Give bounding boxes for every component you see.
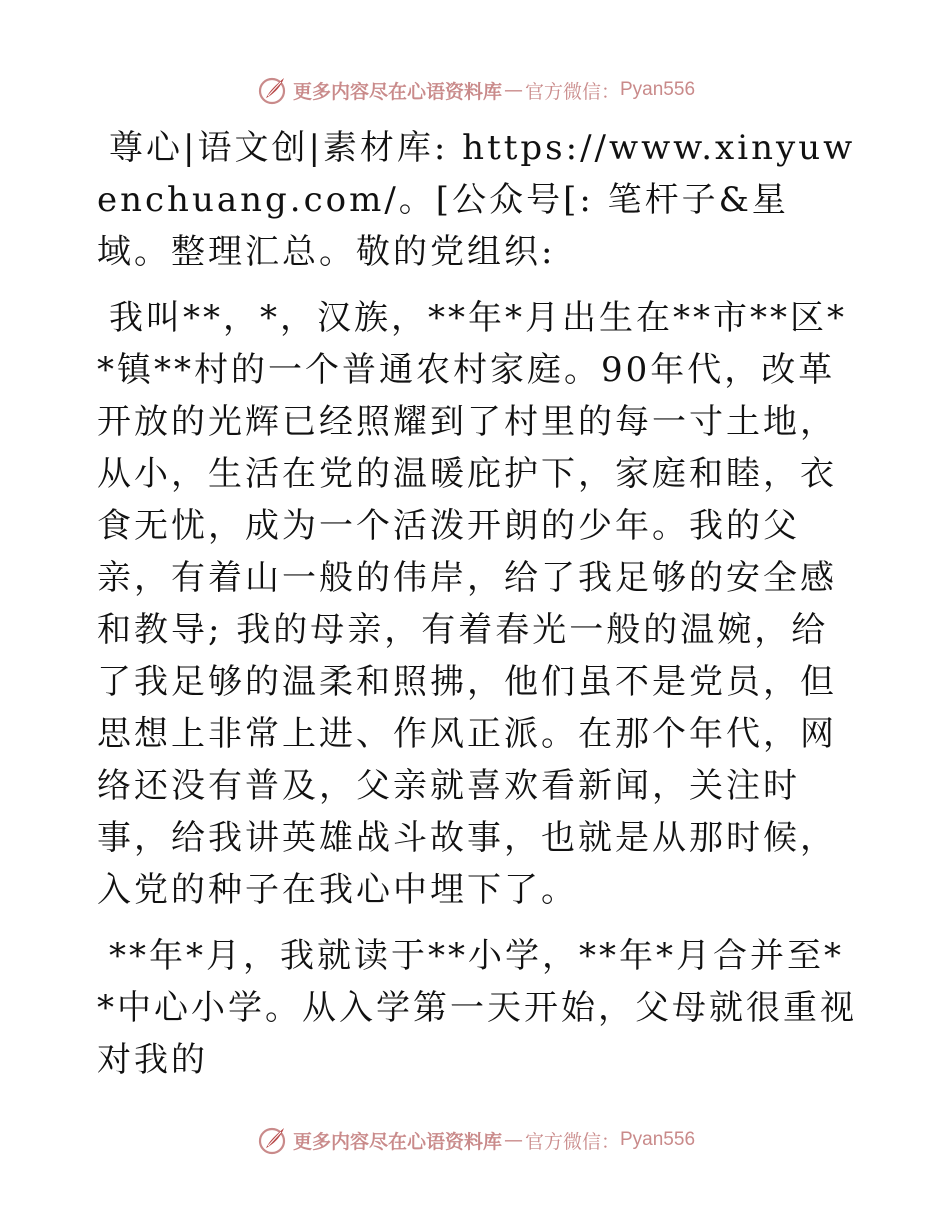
banner-main-text: 更多内容尽在心语资料库 — [292, 80, 502, 103]
banner-separator: — — [503, 79, 523, 101]
feather-logo-icon — [255, 1123, 289, 1157]
feather-logo-icon — [255, 73, 289, 107]
header-banner — [0, 72, 950, 108]
paragraph-text: **年*月，我就读于**小学，**年*月合并至**中心小学。从入学第一天开始，父母就很重视对我的 — [97, 936, 857, 1080]
paragraph-family — [97, 292, 857, 916]
banner-account-id: Pyan556 — [620, 79, 696, 100]
banner-wechat-label: 官方微信： — [524, 80, 620, 103]
banner-main-text: 更多内容尽在心语资料库 — [292, 1130, 502, 1153]
paragraph-school — [97, 930, 857, 1086]
banner-wechat-label: 官方微信： — [524, 1130, 620, 1153]
paragraph-text: 尊心|语文创|素材库: https://www.xinyuwenchuang.com/。[公众号[: 笔杆子&星域。整理汇总。敬的党组织: — [97, 128, 856, 272]
banner-separator: — — [503, 1129, 523, 1151]
footer-banner — [0, 1122, 950, 1158]
document-body — [97, 122, 857, 1086]
paragraph-text: 我叫**，*，汉族，**年*月出生在**市**区**镇**村的一个普通农村家庭。90年代，改革开放的光辉已经照耀到了村里的每一寸土地，从小，生活在党的温暖庇护下，家庭和睦，衣食无忧，成为一个活泼开朗的少年。我的父亲，有着山一般的伟岸，给了我足够的安全感和教导; 我的母亲，有着春光一般的温婉，给了我足够的温柔和照拂，他们虽不是党员，但思想上非常上进、作风正派。在那个年代，网络还没有普及，父亲就喜欢看新闻，关注时事，给我讲英雄战斗故事，也就是从那时候，入党的种子在我心中埋下了。 — [97, 298, 847, 910]
paragraph-intro — [97, 122, 857, 278]
banner-account-id: Pyan556 — [620, 1129, 696, 1150]
